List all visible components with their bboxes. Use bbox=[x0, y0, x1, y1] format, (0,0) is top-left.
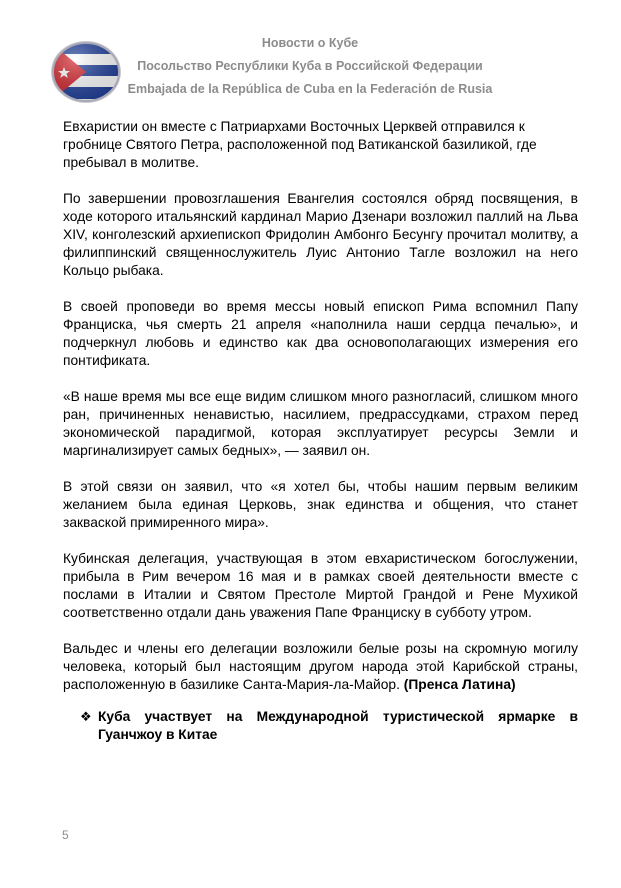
header-title: Новости о Кубе bbox=[261, 36, 359, 50]
article-body bbox=[63, 118, 578, 744]
article-paragraph: «В наше время мы все еще видим слишком много разногласий, слишком много ран, причиненных ненавистью, насилием, предрассудками, страхом перед экономической парадигмой, которая эксплуатирует ресурсы Земли и маргинализирует самых бедных», — заявил он. bbox=[63, 389, 578, 458]
article-paragraph: По завершении провозглашения Евангелия состоялся обряд посвящения, в ходе которого итальянский кардинал Марио Дзенари возложил паллий на Льва XIV, конголезский архиепископ Фридолин Амбонго Бесунгу прочитал молитву, а филиппинский священнослужитель Луис Антонио Тагле возложил на него Кольцо рыбака. bbox=[63, 191, 578, 278]
diamond-bullet-icon: ❖ bbox=[80, 709, 92, 724]
next-news-item bbox=[80, 708, 578, 744]
cuban-flag-globe-icon bbox=[50, 40, 122, 104]
last-paragraph-text: Вальдес и члены его делегации возложили белые розы на скромную могилу человека, который был настоящим другом народа этой Карибской страны, расположенную в базилике Санта-Мария-ла-Майор. bbox=[63, 641, 578, 692]
header-embassy-ru: Посольство Республики Куба в Российской Федерации bbox=[137, 59, 483, 73]
article-paragraph: Евхаристии он вместе с Патриархами Восточных Церквей отправился к гробнице Святого Петра, расположенной под Ватиканской базиликой, где пребывал в молитве. bbox=[63, 119, 537, 170]
page-number: 5 bbox=[62, 828, 69, 842]
next-news-title: Куба участвует на Международной туристической ярмарке в Гуанчжоу в Китае bbox=[98, 709, 578, 742]
article-paragraph: Кубинская делегация, участвующая в этом евхаристическом богослужении, прибыла в Рим вечером 16 мая и в рамках своей деятельности вместе с послами в Италии и Святом Престоле Миртой Грандой и Рене Мухикой соответственно отдали дань уважения Папе Франциску в субботу утром. bbox=[63, 551, 578, 620]
header-embassy-es: Embajada de la República de Cuba en la Federación de Rusia bbox=[127, 82, 493, 96]
article-paragraph-last bbox=[63, 640, 578, 694]
document-header bbox=[120, 32, 500, 101]
article-paragraph: В своей проповеди во время мессы новый епископ Рима вспомнил Папу Франциска, чья смерть 21 апреля «наполнила наши сердца печалью», и подчеркнул любовь и единство как два основополагающих измерения его понтификата. bbox=[63, 299, 578, 368]
news-source: (Пренса Латина) bbox=[403, 677, 516, 692]
article-paragraph: В этой связи он заявил, что «я хотел бы, чтобы нашим первым великим желанием была единая Церковь, знак единства и общения, что станет закваской примиренного мира». bbox=[63, 479, 578, 530]
